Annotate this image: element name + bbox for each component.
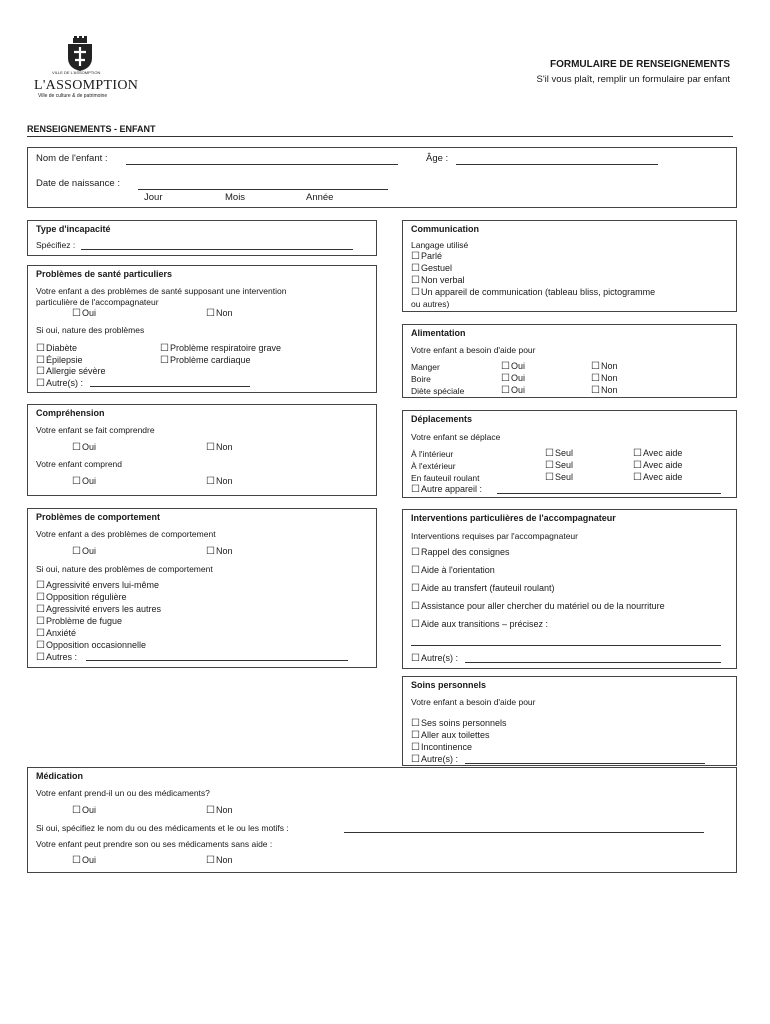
comprehension-q2: Votre enfant comprend <box>36 459 123 469</box>
form-subtitle: S'il vous plaît, remplir un formulaire par enfant <box>536 74 730 85</box>
deplacements-autre-field[interactable] <box>497 493 721 494</box>
crest-icon <box>64 36 96 72</box>
deplacements-row-label: À l'extérieur <box>411 461 456 471</box>
incapacite-specify-label: Spécifiez : <box>36 240 76 250</box>
medication-q3: Votre enfant peut prendre son ou ses médicaments sans aide : <box>36 839 273 849</box>
comportement-autres-checkbox[interactable]: ☐ Autres : <box>36 652 77 663</box>
birth-label: Date de naissance : <box>36 178 120 189</box>
deplacements-exterieur-seul-checkbox[interactable]: ☐ Seul <box>545 460 573 471</box>
communication-appareil-cont: ou autres) <box>411 299 450 309</box>
age-field[interactable] <box>456 164 658 165</box>
interventions-item-checkbox[interactable]: ☐ Aide aux transitions – précisez : <box>411 619 548 630</box>
soins-question: Votre enfant a besoin d'aide pour <box>411 697 536 707</box>
alimentation-question: Votre enfant a besoin d'aide pour <box>411 345 536 355</box>
alimentation-boire-oui-checkbox[interactable]: ☐ Oui <box>501 373 525 384</box>
incapacite-box <box>27 220 377 256</box>
sante-autres-field[interactable] <box>90 386 250 387</box>
comprehension-q1-oui-checkbox[interactable]: ☐ Oui <box>72 442 96 453</box>
communication-parle-checkbox[interactable]: ☐ Parlé <box>411 251 442 262</box>
comportement-item-checkbox[interactable]: ☐ Agressivité envers lui-même <box>36 580 159 591</box>
sante-autres-checkbox[interactable]: ☐ Autre(s) : <box>36 378 83 389</box>
comprehension-box <box>27 404 377 496</box>
medication-details-field[interactable] <box>344 832 704 833</box>
birth-day-label: Jour <box>144 192 163 203</box>
sante-box <box>27 265 377 393</box>
communication-box <box>402 220 737 312</box>
communication-gestuel-checkbox[interactable]: ☐ Gestuel <box>411 263 452 274</box>
deplacements-interieur-aide-checkbox[interactable]: ☐ Avec aide <box>633 448 682 459</box>
alimentation-manger-non-checkbox[interactable]: ☐ Non <box>591 361 617 372</box>
interventions-item-checkbox[interactable]: ☐ Aide au transfert (fauteuil roulant) <box>411 583 555 594</box>
sante-nature-label: Si oui, nature des problèmes <box>36 325 145 335</box>
name-label: Nom de l'enfant : <box>36 153 108 164</box>
sante-allergie-checkbox[interactable]: ☐ Allergie sévère <box>36 366 106 377</box>
interventions-autres-checkbox[interactable]: ☐ Autre(s) : <box>411 653 458 664</box>
medication-q1-oui-checkbox[interactable]: ☐ Oui <box>72 805 96 816</box>
alimentation-box <box>402 324 737 398</box>
comprehension-q1: Votre enfant se fait comprendre <box>36 425 155 435</box>
soins-title: Soins personnels <box>411 680 487 690</box>
birth-date-field[interactable] <box>138 189 388 190</box>
deplacements-box <box>402 410 737 498</box>
soins-autres-field[interactable] <box>465 763 705 764</box>
communication-non-verbal-checkbox[interactable]: ☐ Non verbal <box>411 275 465 286</box>
comportement-box <box>27 508 377 668</box>
age-label: Âge : <box>426 153 449 164</box>
interventions-autres-field[interactable] <box>465 662 721 663</box>
incapacite-field[interactable] <box>81 249 353 250</box>
communication-title: Communication <box>411 224 480 234</box>
medication-title: Médication <box>36 771 84 781</box>
section-title: RENSEIGNEMENTS - ENFANT <box>27 124 156 134</box>
sante-cardiaque-checkbox[interactable]: ☐ Problème cardiaque <box>160 355 251 366</box>
medication-q3-oui-checkbox[interactable]: ☐ Oui <box>72 855 96 866</box>
form-title: FORMULAIRE DE RENSEIGNEMENTS <box>549 59 730 70</box>
deplacements-autre-checkbox[interactable]: ☐ Autre appareil : <box>411 484 482 495</box>
communication-langage-label: Langage utilisé <box>411 240 469 250</box>
deplacements-title: Déplacements <box>411 414 473 424</box>
alimentation-row-label: Boire <box>411 374 431 384</box>
comprehension-title: Compréhension <box>36 408 105 418</box>
alimentation-diete-non-checkbox[interactable]: ☐ Non <box>591 385 617 396</box>
interventions-title: Interventions particulières de l'accompagnateur <box>411 513 616 523</box>
deplacements-fauteuil-aide-checkbox[interactable]: ☐ Avec aide <box>633 472 682 483</box>
medication-q2: Si oui, spécifiez le nom du ou des médicaments et le ou les motifs : <box>36 823 289 833</box>
comportement-question: Votre enfant a des problèmes de comportement <box>36 529 216 539</box>
comportement-item-checkbox[interactable]: ☐ Agressivité envers les autres <box>36 604 161 615</box>
deplacements-fauteuil-seul-checkbox[interactable]: ☐ Seul <box>545 472 573 483</box>
birth-year-label: Année <box>306 192 334 203</box>
medication-q1: Votre enfant prend-il un ou des médicaments? <box>36 788 210 798</box>
interventions-box <box>402 509 737 669</box>
section-divider <box>27 136 733 137</box>
interventions-precisez-field[interactable] <box>411 645 721 646</box>
soins-autres-checkbox[interactable]: ☐ Autre(s) : <box>411 754 458 765</box>
identity-box <box>27 147 737 208</box>
alimentation-row-label: Diète spéciale <box>411 386 465 396</box>
comportement-autres-field[interactable] <box>86 660 348 661</box>
comportement-title: Problèmes de comportement <box>36 512 161 522</box>
incapacite-title: Type d'incapacité <box>36 224 111 234</box>
medication-box <box>27 767 737 873</box>
logo-name: L'ASSOMPTION <box>34 78 139 93</box>
comportement-nature-label: Si oui, nature des problèmes de comportement <box>36 564 213 574</box>
medication-q1-non-checkbox[interactable]: ☐ Non <box>206 805 232 816</box>
sante-epilepsie-checkbox[interactable]: ☐ Épilepsie <box>36 355 83 366</box>
interventions-question: Interventions requises par l'accompagnateur <box>411 531 578 541</box>
sante-oui-checkbox[interactable]: ☐ Oui <box>72 308 96 319</box>
deplacements-interieur-seul-checkbox[interactable]: ☐ Seul <box>545 448 573 459</box>
alimentation-manger-oui-checkbox[interactable]: ☐ Oui <box>501 361 525 372</box>
deplacements-row-label: À l'intérieur <box>411 449 454 459</box>
sante-title: Problèmes de santé particuliers <box>36 269 173 279</box>
logo-tagline: Ville de culture & de patrimoine <box>38 93 108 99</box>
medication-q3-non-checkbox[interactable]: ☐ Non <box>206 855 232 866</box>
soins-item-checkbox[interactable]: ☐ Incontinence <box>411 742 472 753</box>
deplacements-exterieur-aide-checkbox[interactable]: ☐ Avec aide <box>633 460 682 471</box>
comprehension-q2-oui-checkbox[interactable]: ☐ Oui <box>72 476 96 487</box>
sante-question-1: Votre enfant a des problèmes de santé supposant une intervention <box>36 286 287 296</box>
sante-question-2: particulière de l'accompagnateur <box>36 297 159 307</box>
sante-respiratoire-checkbox[interactable]: ☐ Problème respiratoire grave <box>160 343 281 354</box>
alimentation-boire-non-checkbox[interactable]: ☐ Non <box>591 373 617 384</box>
soins-box <box>402 676 737 766</box>
comprehension-q2-non-checkbox[interactable]: ☐ Non <box>206 476 232 487</box>
alimentation-title: Alimentation <box>411 328 466 338</box>
communication-appareil-checkbox[interactable]: ☐ Un appareil de communication (tableau bliss, pictogramme <box>411 287 655 298</box>
name-field[interactable] <box>126 164 398 165</box>
logo-small-text: VILLE DE L'ASSOMPTION <box>52 70 101 75</box>
deplacements-row-label: En fauteuil roulant <box>411 473 480 483</box>
alimentation-diete-oui-checkbox[interactable]: ☐ Oui <box>501 385 525 396</box>
alimentation-row-label: Manger <box>411 362 440 372</box>
interventions-item-checkbox[interactable]: ☐ Rappel des consignes <box>411 547 510 558</box>
interventions-item-checkbox[interactable]: ☐ Aide à l'orientation <box>411 565 495 576</box>
comprehension-q1-non-checkbox[interactable]: ☐ Non <box>206 442 232 453</box>
sante-diabete-checkbox[interactable]: ☐ Diabète <box>36 343 77 354</box>
comportement-non-checkbox[interactable]: ☐ Non <box>206 546 232 557</box>
comportement-item-checkbox[interactable]: ☐ Opposition régulière <box>36 592 127 603</box>
comportement-oui-checkbox[interactable]: ☐ Oui <box>72 546 96 557</box>
soins-item-checkbox[interactable]: ☐ Aller aux toilettes <box>411 730 490 741</box>
interventions-item-checkbox[interactable]: ☐ Assistance pour aller chercher du matériel ou de la nourriture <box>411 601 665 612</box>
comportement-item-checkbox[interactable]: ☐ Problème de fugue <box>36 616 122 627</box>
soins-item-checkbox[interactable]: ☐ Ses soins personnels <box>411 718 507 729</box>
sante-non-checkbox[interactable]: ☐ Non <box>206 308 232 319</box>
comportement-item-checkbox[interactable]: ☐ Opposition occasionnelle <box>36 640 146 651</box>
birth-month-label: Mois <box>225 192 246 203</box>
deplacements-question: Votre enfant se déplace <box>411 432 501 442</box>
comportement-item-checkbox[interactable]: ☐ Anxiété <box>36 628 76 639</box>
logo <box>34 36 139 100</box>
